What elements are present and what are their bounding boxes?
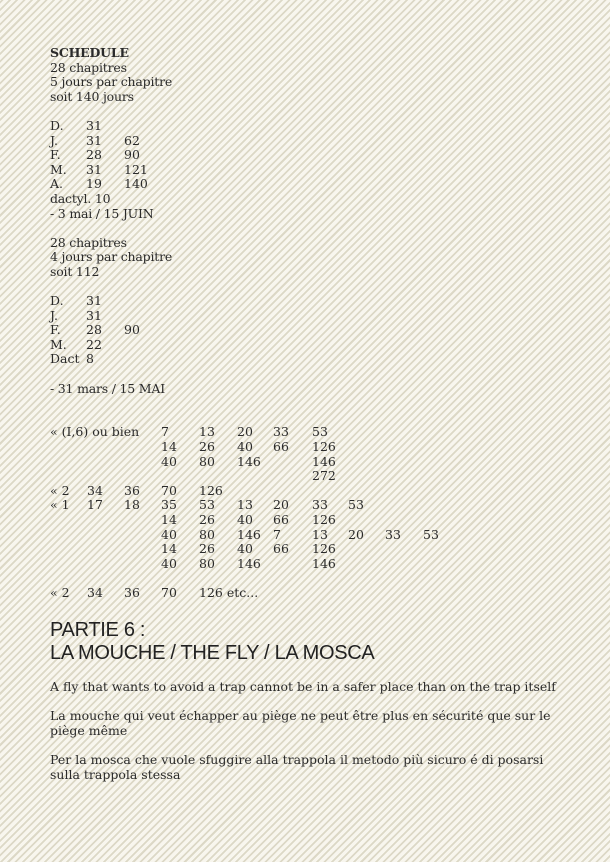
grid-cell: 7 [273, 526, 281, 542]
cumulative [124, 338, 164, 353]
cumulative: 90 [124, 322, 140, 338]
day-count: 28 [86, 147, 102, 163]
plan1-line: 28 chapitres [50, 59, 127, 75]
grid-cell: 33 [312, 497, 328, 513]
month-label: Dact [50, 351, 80, 367]
day-count: 31 [86, 293, 102, 309]
month-label: F. [50, 322, 61, 338]
plan2-month-table [50, 294, 164, 367]
grid-cell: 126 [312, 512, 336, 528]
grid-cell: 80 [199, 526, 215, 542]
month-label: F. [50, 147, 61, 163]
cumulative: 62 [124, 132, 140, 148]
grid-cell: 66 [273, 512, 289, 528]
grid-cell: 13 [199, 424, 215, 440]
grid-cell: 40 [237, 439, 253, 455]
plan2-line: 28 chapitres [50, 234, 127, 250]
month-row [50, 352, 164, 367]
day-count: 8 [86, 351, 94, 367]
grid-cell: 7 [161, 424, 169, 440]
section-heading-line2: LA MOUCHE / THE FLY / LA MOSCA [50, 642, 375, 665]
grid-cell: 53 [312, 424, 328, 440]
grid-cell: 80 [199, 555, 215, 571]
day-count: 22 [86, 336, 102, 352]
cumulative: 140 [124, 176, 148, 192]
grid-cell: 14 [161, 439, 177, 455]
grid-cell: 20 [237, 424, 253, 440]
grid-cell: 40 [161, 453, 177, 469]
quote-french: La mouche qui veut échapper au piège ne peut être plus en sécurité que sur le piège même [50, 708, 551, 739]
grid-cell: 126 [312, 439, 336, 455]
month-label: M. [50, 161, 67, 177]
grid-cell: 146 [237, 453, 261, 469]
day-count: 31 [86, 132, 102, 148]
month-row [50, 294, 164, 309]
grid-cell: 66 [273, 541, 289, 557]
grid-cell: 26 [199, 439, 215, 455]
grid-cell: 14 [161, 541, 177, 557]
plan2-date-range: - 31 mars / 15 MAI [50, 380, 165, 396]
grid-cell: 146 [312, 453, 336, 469]
grid-cell: 26 [199, 512, 215, 528]
grid-cell: 13 [312, 526, 328, 542]
cumulative [124, 119, 164, 134]
plan2-line: soit 112 [50, 263, 100, 279]
day-count: 31 [86, 161, 102, 177]
grid-cell: 17 [87, 497, 103, 513]
cumulative [124, 309, 164, 324]
grid-cell: 70 [161, 585, 177, 601]
number-grid [50, 425, 570, 613]
grid-cell: 35 [161, 497, 177, 513]
cumulative: 90 [124, 147, 140, 163]
grid-cell: 20 [348, 526, 364, 542]
grid-cell: 34 [87, 482, 103, 498]
cumulative [124, 352, 164, 367]
section-heading-line1: PARTIE 6 : [50, 619, 146, 642]
plan1-block [50, 61, 570, 222]
grid-cell: 146 [237, 555, 261, 571]
grid-cell: 70 [161, 482, 177, 498]
plan1-month-table [50, 119, 164, 192]
grid-cell: « (I,6) ou bien [50, 424, 140, 440]
grid-cell: 66 [273, 439, 289, 455]
grid-cell: 126 etc... [199, 585, 259, 601]
grid-cell: 80 [199, 453, 215, 469]
month-label: D. [50, 117, 64, 133]
grid-cell: 40 [237, 512, 253, 528]
month-label: M. [50, 336, 67, 352]
cumulative: 121 [124, 161, 148, 177]
month-row [50, 309, 164, 324]
plan1-note: dactyl. 10 [50, 190, 111, 206]
schedule-title: SCHEDULE [50, 45, 129, 60]
grid-cell: 53 [348, 497, 364, 513]
grid-cell: 40 [237, 541, 253, 557]
grid-cell: « 1 [50, 497, 70, 513]
grid-cell: 36 [124, 585, 140, 601]
grid-cell: 14 [161, 512, 177, 528]
document-page [50, 46, 570, 782]
grid-cell: 18 [124, 497, 140, 513]
grid-cell: 126 [312, 541, 336, 557]
plan1-line: 5 jours par chapitre [50, 74, 173, 90]
day-count: 28 [86, 322, 102, 338]
grid-cell: 36 [124, 482, 140, 498]
day-count: 31 [86, 307, 102, 323]
grid-cell: 40 [161, 526, 177, 542]
quote-english: A fly that wants to avoid a trap cannot be in a safer place than on the trap itself [50, 679, 556, 695]
plan1-line: soit 140 jours [50, 88, 134, 104]
month-label: J. [50, 132, 59, 148]
month-row [50, 177, 164, 192]
grid-cell: 146 [237, 526, 261, 542]
plan1-date-range: - 3 mai / 15 JUIN [50, 205, 154, 221]
day-count: 19 [86, 176, 102, 192]
cumulative [124, 294, 164, 309]
grid-cell: 126 [199, 482, 223, 498]
month-label: A. [50, 176, 64, 192]
month-label: J. [50, 307, 59, 323]
grid-cell: 272 [312, 468, 336, 484]
month-row [50, 119, 164, 134]
grid-cell: 33 [273, 424, 289, 440]
month-row [50, 134, 164, 149]
day-count: 31 [86, 117, 102, 133]
grid-cell: 26 [199, 541, 215, 557]
grid-cell: « 2 [50, 585, 70, 601]
month-row [50, 163, 164, 178]
plan2-block [50, 236, 570, 397]
month-row [50, 338, 164, 353]
grid-cell: 53 [199, 497, 215, 513]
plan2-line: 4 jours par chapitre [50, 249, 173, 265]
grid-cell: 53 [423, 526, 439, 542]
grid-cell: 40 [161, 555, 177, 571]
quote-italian: Per la mosca che vuole sfuggire alla trappola il metodo più sicuro é di posarsi sulla trappola stessa [50, 752, 544, 783]
grid-cell: 146 [312, 555, 336, 571]
month-row [50, 148, 164, 163]
month-row [50, 323, 164, 338]
month-label: D. [50, 293, 64, 309]
grid-cell: 33 [385, 526, 401, 542]
grid-cell: 20 [273, 497, 289, 513]
grid-cell: « 2 [50, 482, 70, 498]
grid-cell: 34 [87, 585, 103, 601]
grid-cell: 13 [237, 497, 253, 513]
